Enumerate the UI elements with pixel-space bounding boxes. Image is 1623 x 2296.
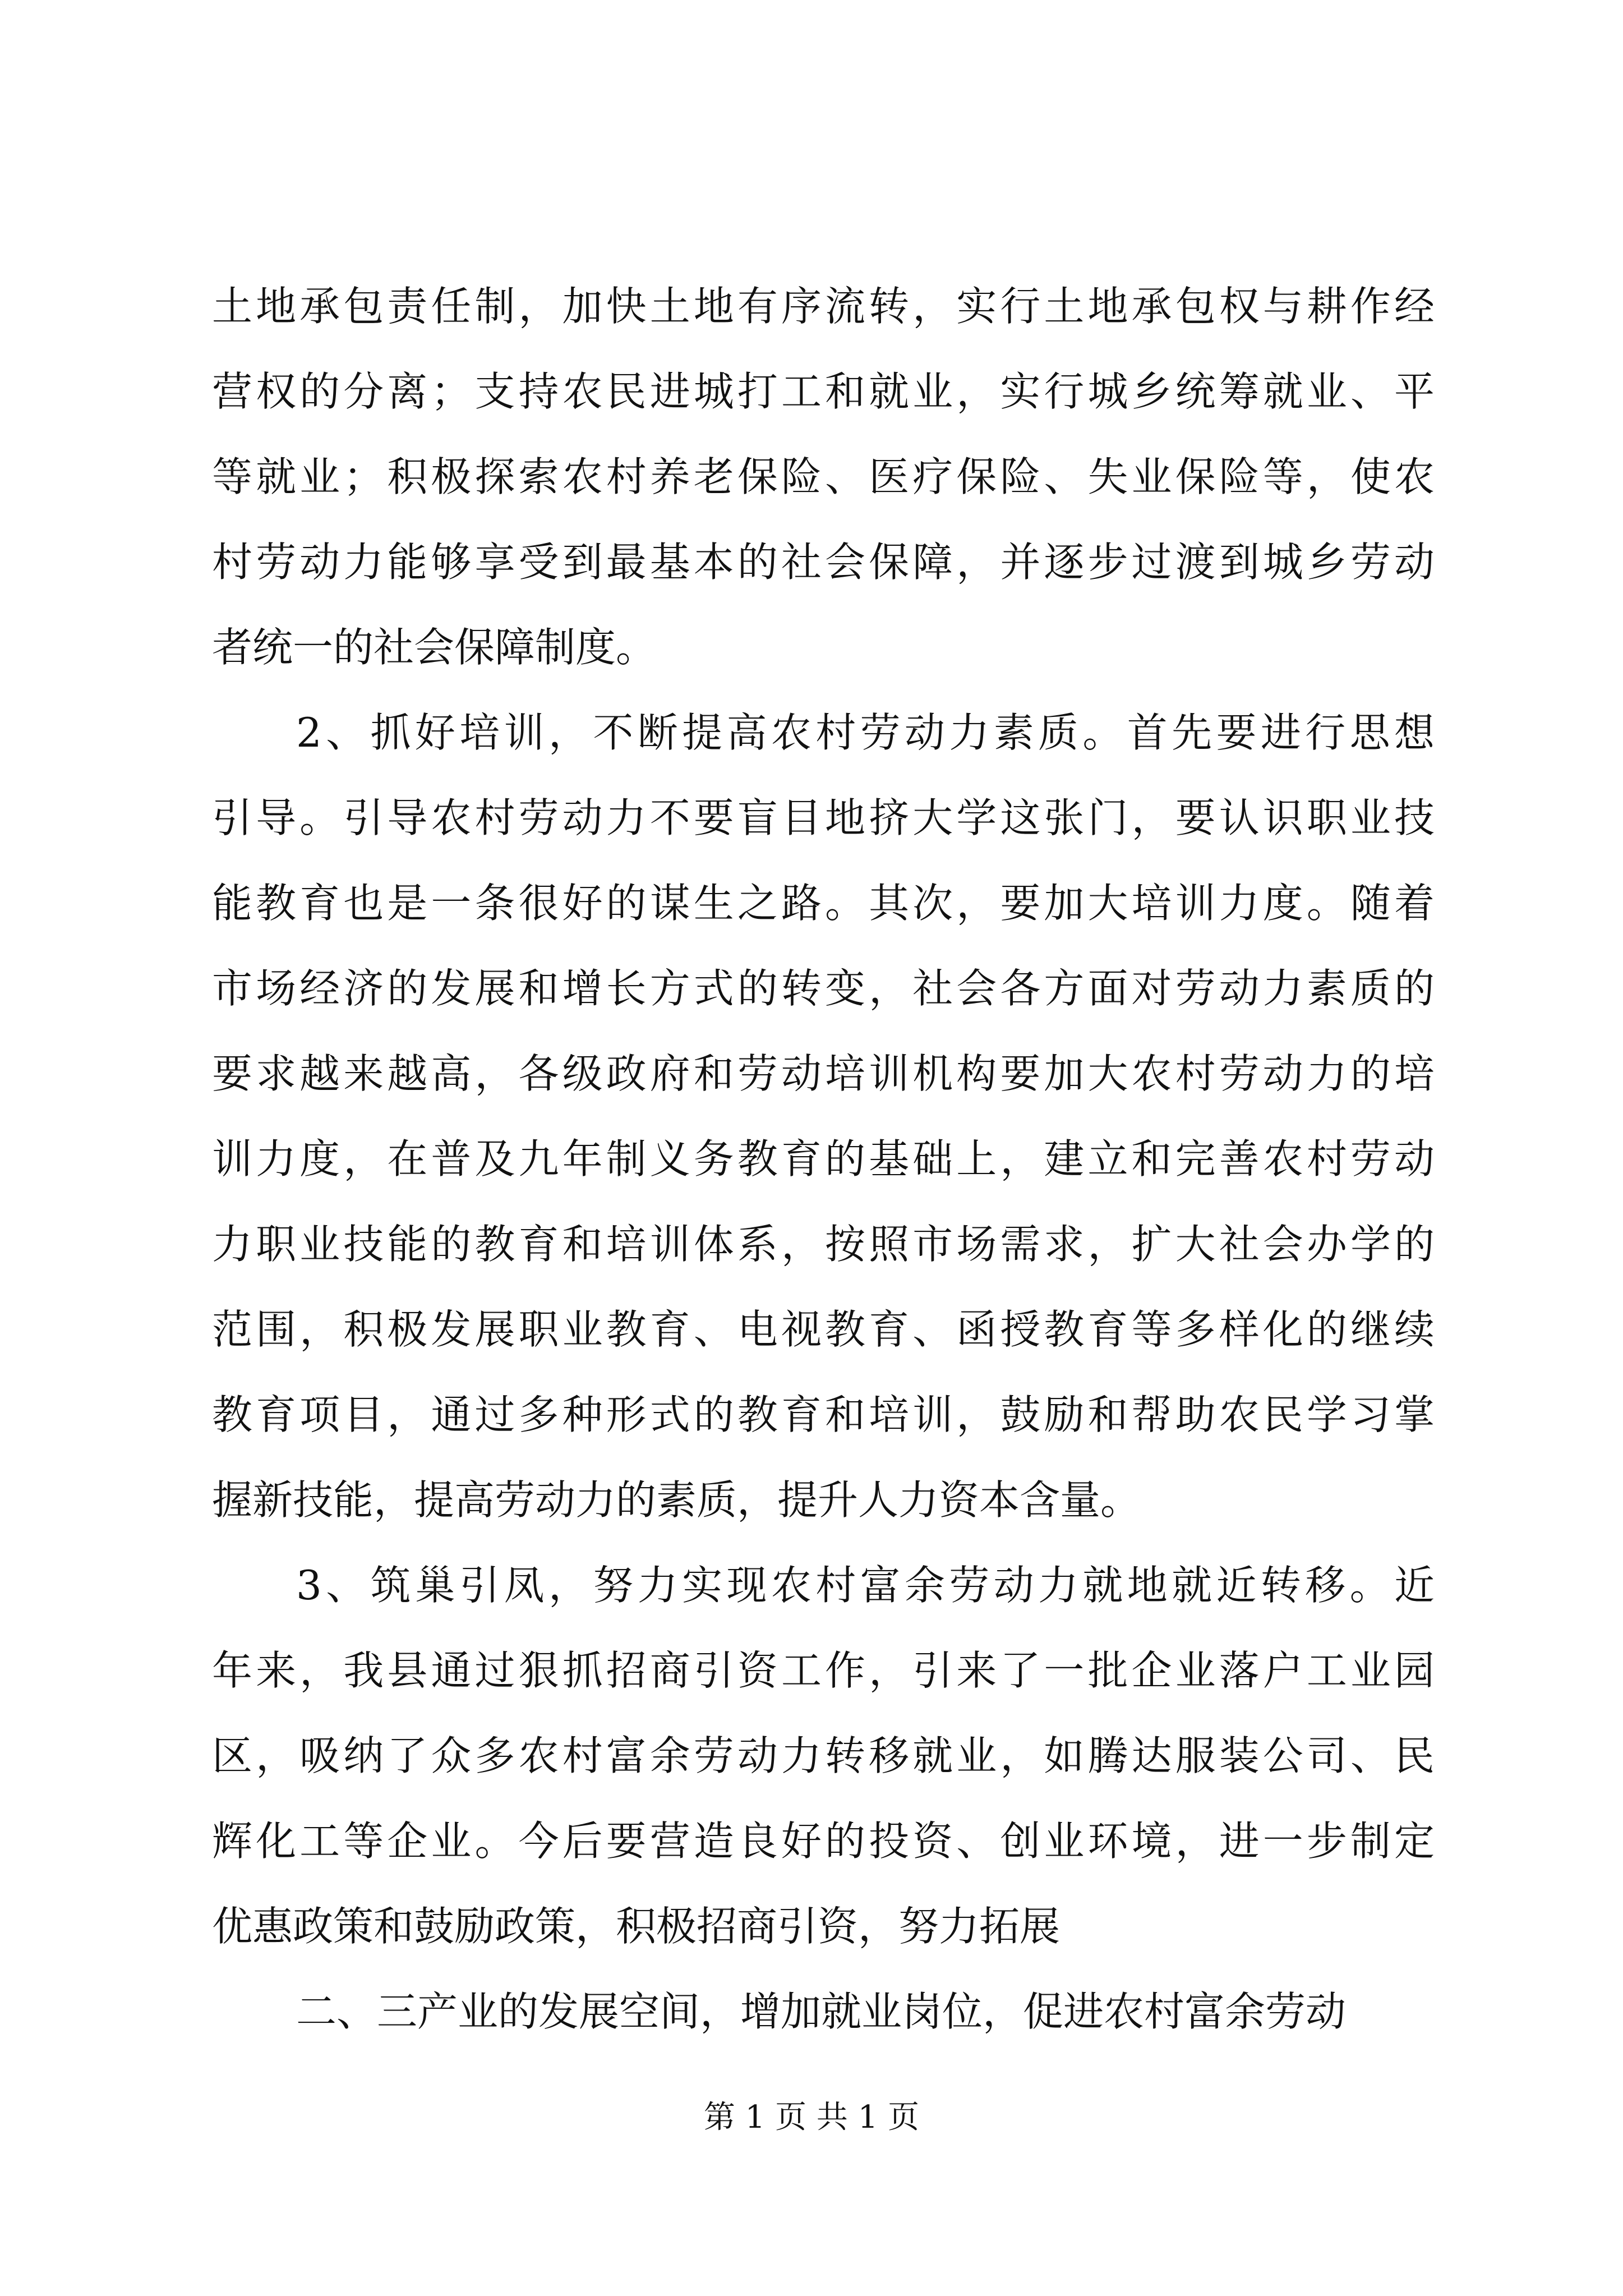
text-line: 握新技能，提高劳动力的素质，提升人力资本含量。 bbox=[212, 1476, 1141, 1524]
text-line: 能教育也是一条很好的谋生之路。其次，要加大培训力度。随着 bbox=[212, 880, 1435, 927]
text-line: 优惠政策和鼓励政策，积极招商引资，努力拓展 bbox=[212, 1903, 1061, 1950]
text-line: 3、筑巢引凤，努力实现农村富余劳动力就地就近转移。近 bbox=[296, 1562, 1435, 1609]
text-line: 辉化工等企业。今后要营造良好的投资、创业环境，进一步制定 bbox=[212, 1818, 1435, 1865]
text-line: 力职业技能的教育和培训体系，按照市场需求，扩大社会办学的 bbox=[212, 1221, 1435, 1268]
text-line: 二、三产业的发展空间，增加就业岗位，促进农村富余劳动 bbox=[296, 1988, 1347, 2035]
text-line: 营权的分离；支持农民进城打工和就业，实行城乡统筹就业、平 bbox=[212, 368, 1435, 415]
text-line: 村劳动力能够享受到最基本的社会保障，并逐步过渡到城乡劳动 bbox=[212, 539, 1435, 586]
text-line: 者统一的社会保障制度。 bbox=[212, 624, 657, 671]
text-line: 土地承包责任制，加快土地有序流转，实行土地承包权与耕作经 bbox=[212, 283, 1435, 330]
document-body bbox=[212, 264, 1435, 2054]
text-line: 年来，我县通过狠抓招商引资工作，引来了一批企业落户工业园 bbox=[212, 1647, 1435, 1694]
text-line: 区，吸纳了众多农村富余劳动力转移就业，如腾达服装公司、民 bbox=[212, 1732, 1435, 1779]
paragraph-3 bbox=[212, 1543, 1435, 1969]
text-line: 训力度，在普及九年制义务教育的基础上，建立和完善农村劳动 bbox=[212, 1135, 1435, 1182]
text-line: 引导。引导农村劳动力不要盲目地挤大学这张门，要认识职业技 bbox=[212, 794, 1435, 841]
text-line: 范围，积极发展职业教育、电视教育、函授教育等多样化的继续 bbox=[212, 1306, 1435, 1353]
text-line: 教育项目，通过多种形式的教育和培训，鼓励和帮助农民学习掌 bbox=[212, 1391, 1435, 1438]
text-line: 2、抓好培训，不断提高农村劳动力素质。首先要进行思想 bbox=[296, 709, 1435, 756]
paragraph-2 bbox=[212, 690, 1435, 1543]
text-line: 要求越来越高，各级政府和劳动培训机构要加大农村劳动力的培 bbox=[212, 1050, 1435, 1097]
text-line: 市场经济的发展和增长方式的转变，社会各方面对劳动力素质的 bbox=[212, 965, 1435, 1012]
paragraph-1 bbox=[212, 264, 1435, 690]
page-number-footer: 第 1 页 共 1 页 bbox=[703, 2099, 920, 2136]
text-line: 等就业；积极探索农村养老保险、医疗保险、失业保险等，使农 bbox=[212, 453, 1435, 500]
paragraph-4 bbox=[212, 1969, 1435, 2054]
